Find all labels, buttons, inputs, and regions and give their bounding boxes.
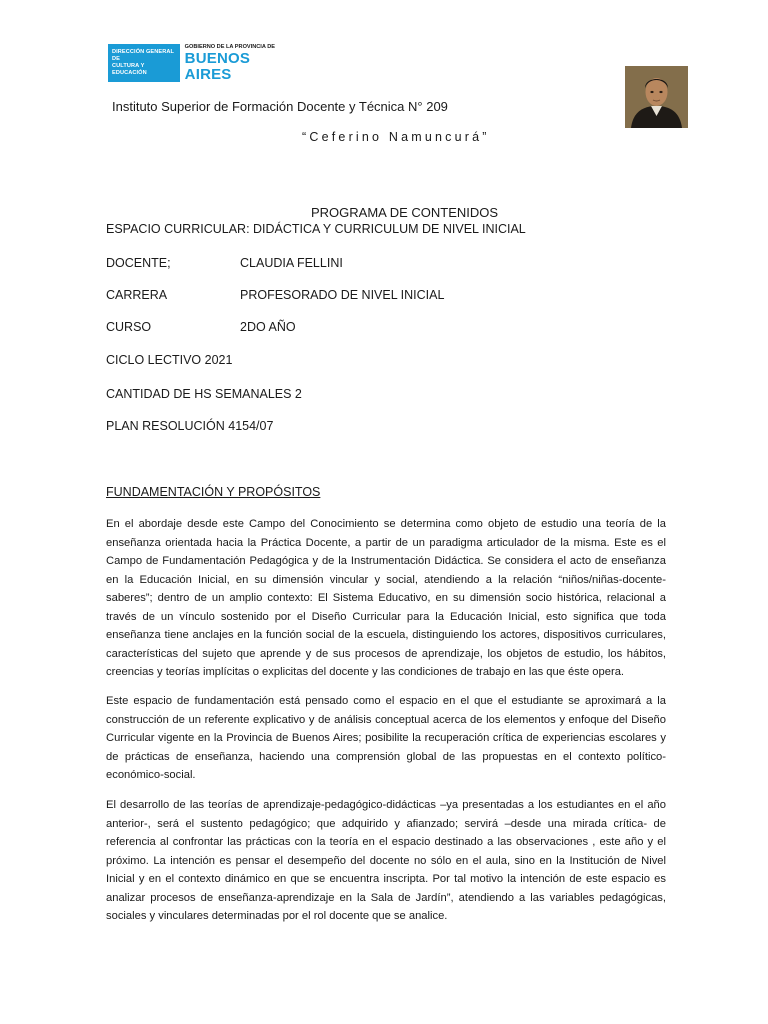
portrait-image xyxy=(625,66,688,128)
field-value-carrera: PROFESORADO DE NIVEL INICIAL xyxy=(240,288,445,302)
section-heading: FUNDAMENTACIÓN Y PROPÓSITOS xyxy=(106,485,321,499)
field-label-curso: CURSO xyxy=(106,320,152,334)
field-label-horas: CANTIDAD DE HS SEMANALES 2 xyxy=(106,387,302,401)
field-value-docente: CLAUDIA FELLINI xyxy=(240,256,343,270)
logo-left-line1: DIRECCIÓN GENERAL DE xyxy=(112,49,174,62)
logo-blue-block xyxy=(108,44,180,82)
logo-small-text: GOBIERNO DE LA PROVINCIA DE xyxy=(184,43,276,50)
institute-name: Instituto Superior de Formación Docente y Técnica N° 209 xyxy=(112,99,448,114)
portrait-photo xyxy=(625,66,688,128)
field-label-ciclo: CICLO LECTIVO 2021 xyxy=(106,353,233,367)
paragraph-2: Este espacio de fundamentación está pensado como el espacio en el que el estudiante se aproximará a la construcción de un referente explicativo y de análisis conceptual acerca de los elementos y enfoque del Diseño Curricular vigente en la Provincia de Buenos Aires; posibilite la recuperación crítica de experiencias escolares y de prácticas de enseñanza, haciendo una comprensión global de las propuestas en el contexto político-económico-social. xyxy=(106,695,666,781)
field-label-carrera: CARRERA xyxy=(106,288,168,302)
patron-name: “Ceferino Namuncurá” xyxy=(302,130,490,144)
logo-big-text: BUENOS AIRES xyxy=(184,49,251,83)
government-logo xyxy=(108,44,288,82)
field-label-docente: DOCENTE; xyxy=(106,256,171,270)
logo-text-block xyxy=(180,44,288,82)
paragraph-1: En el abordaje desde este Campo del Conocimiento se determina como objeto de estudio una teoría de la enseñanza orientada hacia la Práctica Docente, a partir de un paradigma articulador de la misma. Este es el Campo de Fundamentación Pedagógica y de la Instrumentación Didáctica. Se considera el acto de enseñanza en la Educación Inicial, en su dimensión vincular y social, atendiendo a la relación “niños/niñas-docente-saberes”; dentro de un amplio contexto: El Sistema Educativo, en su dimensión socio histórica, relacional a través de un vínculo sostenido por el Diseño Curricular para la Educación Inicial, esto significa que toda enseñanza tiene anclajes en la función social de la escuela, distinguiendo los actores, dispositivos curriculares, características del sujeto que aprende y de sus procesos de aprendizaje, los objetos de estudio, los hábitos, creencias y teorías implícitas o explicitas del docente y las condiciones de trabajo en las que éste opera. xyxy=(106,518,666,678)
field-label-espacio: ESPACIO CURRICULAR: DIDÁCTICA Y CURRICULUM DE NIVEL INICIAL xyxy=(106,222,526,236)
field-label-plan: PLAN RESOLUCIÓN 4154/07 xyxy=(106,419,274,433)
program-title: PROGRAMA DE CONTENIDOS xyxy=(311,205,499,220)
paragraph-3: El desarrollo de las teorías de aprendizaje-pedagógico-didácticas –ya presentadas a los estudiantes en el año anterior-, será el sustento pedagógico; que adquirido y afianzado; servirá –desde una mirada crítica- de referencia al confrontar las prácticas con la teoría en el espacio destinado a las observaciones , este año y el próximo. La intención es pensar el desempeño del docente no sólo en el aula, sino en la Institución de Nivel Inicial y en el contexto dinámico en que se encuentra inscripta. Por tal motivo la intención de este espacio es analizar procesos de enseñanza-aprendizaje en la Sala de Jardín”, atendiendo a las variables pedagógicas, sociales y vinculares determinadas por el rol docente que se analice. xyxy=(106,799,666,922)
logo-left-line2: CULTURA Y EDUCACIÓN xyxy=(112,63,147,76)
field-value-curso: 2DO AÑO xyxy=(240,320,296,334)
